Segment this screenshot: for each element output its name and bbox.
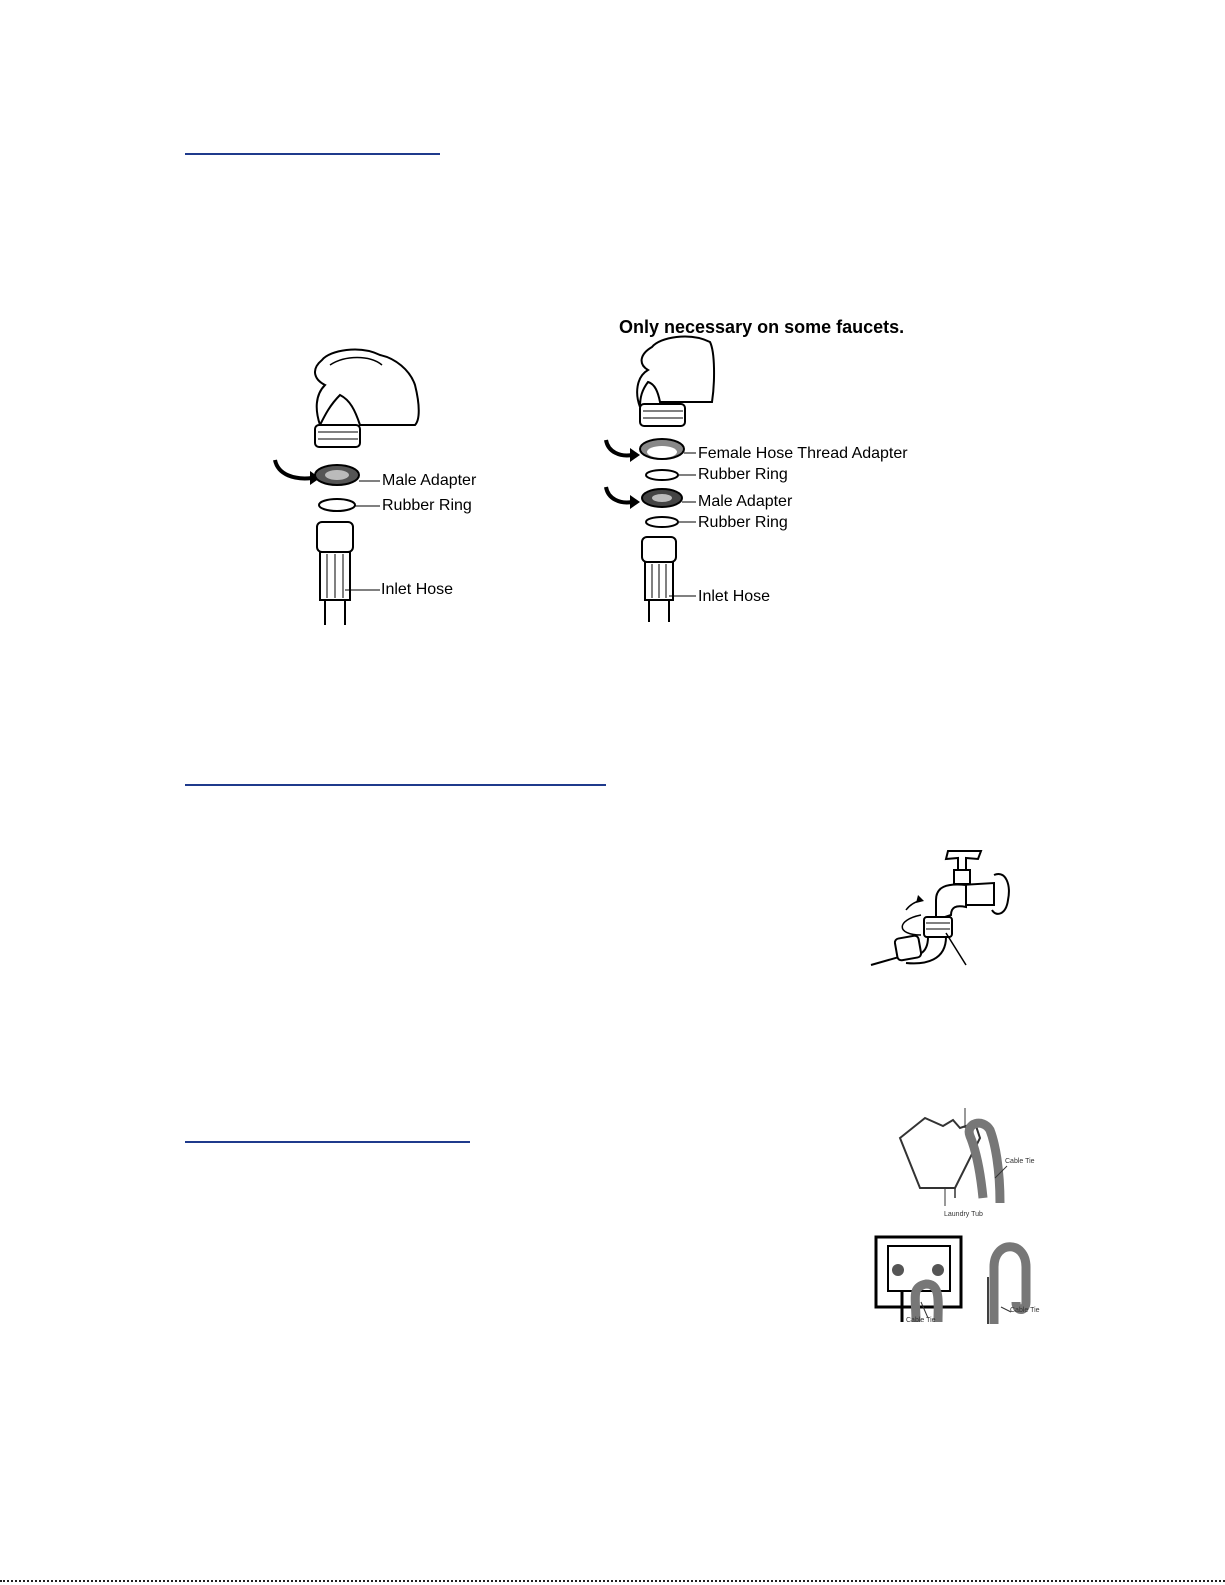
label-laundry-tub: Laundry Tub [944,1211,983,1218]
section-heading-rule-1 [185,153,440,155]
faucet-handle-icon [946,851,981,870]
label-cable-tie-2: Cable Tie [906,1317,936,1324]
faucet-icon [315,350,419,425]
rubber-ring-part [646,517,678,527]
rubber-ring-part [646,470,678,480]
rotate-arrow-icon [606,487,632,502]
rubber-ring-part [319,499,355,511]
hose-faucet-connection-diagram [866,845,1031,970]
wall-box-drain-diagram [866,1232,1046,1332]
faucet-adapter-diagram-right [600,332,710,624]
rotate-arrow-icon [606,440,632,455]
faucet-icon [936,885,966,920]
label-inlet-hose: Inlet Hose [381,581,454,598]
rotate-arrow-icon [275,460,312,478]
inlet-hose-part [642,537,676,562]
label-rubber-ring-1: Rubber Ring [698,466,788,483]
label-cable-tie-3: Cable Tie [1010,1307,1040,1314]
label-cable-tie-1: Cable Tie [1005,1158,1035,1165]
section-heading-rule-2 [185,784,606,786]
rotate-arrow-icon [902,915,921,935]
drain-hose [969,1123,1000,1203]
faucet-thread [315,425,360,447]
inlet-hose-part [317,522,353,552]
page-break-line [0,1580,1225,1582]
faucet-thread [640,404,685,426]
label-male-adapter: Male Adapter [382,472,477,489]
faucet-note: Only necessary on some faucets. [619,317,905,337]
label-inlet-hose: Inlet Hose [698,588,771,605]
label-rubber-ring: Rubber Ring [382,497,472,514]
hose-coupling [924,917,952,937]
label-male-adapter: Male Adapter [698,493,793,510]
faucet-icon [637,337,714,407]
label-rubber-ring-2: Rubber Ring [698,514,788,531]
label-female-hose-thread-adapter: Female Hose Thread Adapter [698,445,908,462]
section-heading-rule-3 [185,1141,470,1143]
